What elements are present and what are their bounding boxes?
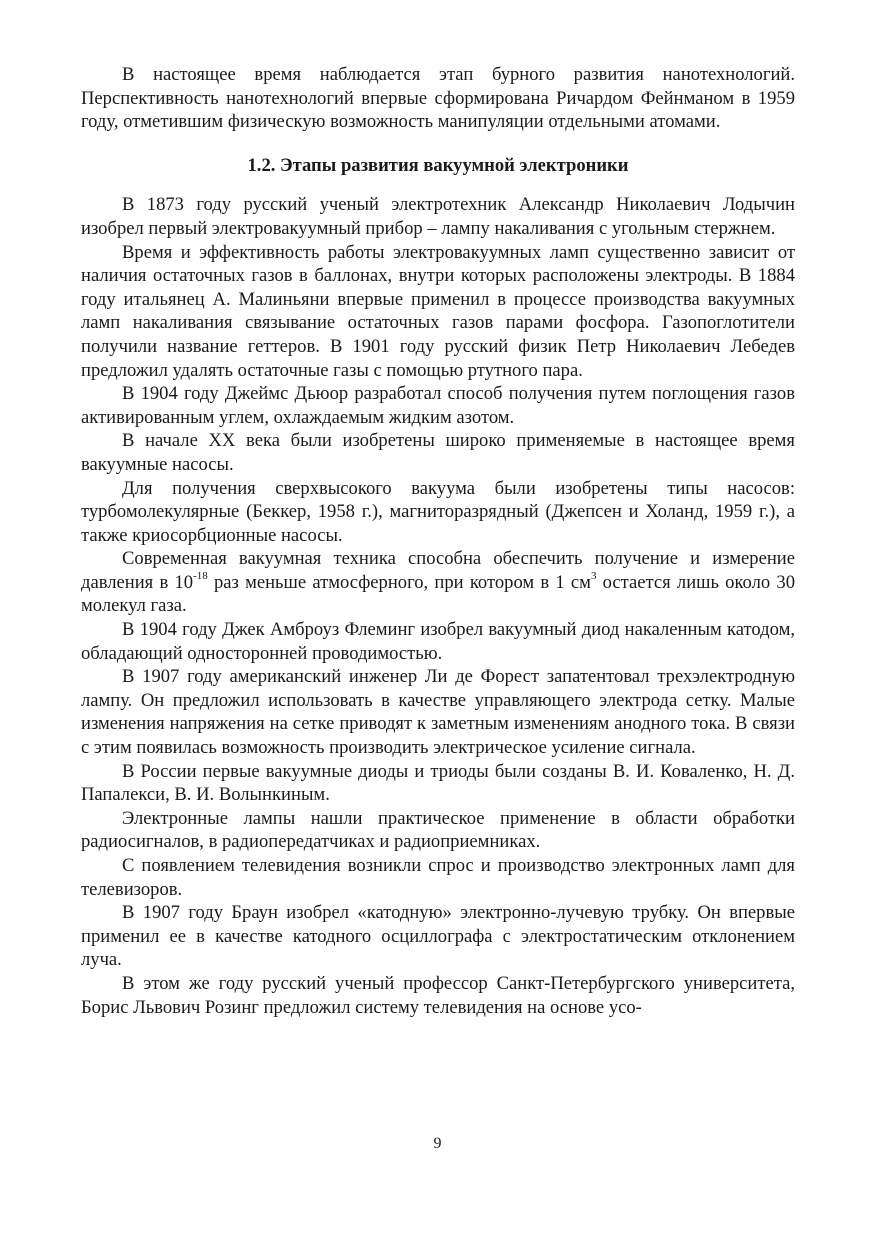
paragraph-de-forest: В 1907 году американский инженер Ли де Форест запатентовал трехэлектродную лампу. Он предложил использовать в качестве управляющего электрода сетку. Малые изменения напряжения на сетке приводят к заметным изменениям анодного тока. В связи с этим появилась возможность производить электрическое усиление сигнала. xyxy=(81,666,795,759)
paragraph-rosing: В этом же году русский ученый профессор Санкт-Петербургского университета, Борис Львович Розинг предложил систему телевидения на основе усо- xyxy=(81,972,795,1018)
paragraph-lodygin: В 1873 году русский ученый электротехник Александр Николаевич Лодычин изобрел первый электровакуумный прибор – лампу накаливания с угольным стержнем. xyxy=(81,194,795,239)
pressure-text-3: остается лишь около 30 молекул газа. xyxy=(81,571,796,617)
cubic-exponent: 3 xyxy=(590,569,597,582)
paragraph-vacuum-pumps: В начале XX века были изобретены широко применяемые в настоящее время вакуумные насосы. xyxy=(81,430,795,475)
pressure-text-2: раз меньше атмосферного, при котором в 1 см xyxy=(207,571,591,593)
paragraph-fleming: В 1904 году Джек Амброуз Флеминг изобрел вакуумный диод накаленным катодом, обладающий односторонней проводимостью. xyxy=(81,619,795,664)
pressure-exponent: -18 xyxy=(193,569,208,582)
paragraph-radio: Электронные лампы нашли практическое применение в области обработки радиосигналов, в радиопередатчиках и радиоприемниках. xyxy=(81,807,795,853)
paragraph-pressure xyxy=(81,547,795,618)
paragraph-pump-types: Для получения сверхвысокого вакуума были изобретены типы насосов: турбомолекулярные (Беккер, 1958 г.), магниторазрядный (Джепсен и Холанд, 1959 г.), а также криосорбционные насосы. xyxy=(81,477,795,546)
pressure-text-1: Современная вакуумная техника способна обеспечить получение и измерение давления в 10 xyxy=(81,548,795,593)
paragraph-braun: В 1907 году Браун изобрел «катодную» электронно-лучевую трубку. Он впервые применил ее в качестве катодного осциллографа с электростатическим отклонением луча. xyxy=(81,902,795,971)
intro-paragraph: В настоящее время наблюдается этап бурного развития нанотехнологий. Перспективность нанотехнологий впервые сформирована Ричардом Фейнманом в 1959 году, отметившим физическую возможность манипуляции отдельными атомами. xyxy=(81,64,795,133)
paragraph-dewar: В 1904 году Джеймс Дьюор разработал способ получения путем поглощения газов активированным углем, охлаждаемым жидким азотом. xyxy=(81,383,795,428)
paragraph-russia-tubes: В России первые вакуумные диоды и триоды были созданы В. И. Коваленко, Н. Д. Папалекси, В. И. Волынкиным. xyxy=(81,760,795,806)
paragraph-television: С появлением телевидения возникли спрос и производство электронных ламп для телевизоров. xyxy=(81,855,795,900)
page-number: 9 xyxy=(433,1135,442,1152)
text-column xyxy=(81,63,795,1019)
section-heading: 1.2. Этапы развития вакуумной электроники xyxy=(247,154,629,176)
paragraph-getters: Время и эффективность работы электровакуумных ламп существенно зависит от наличия остаточных газов в баллонах, внутри которых расположены электроды. В 1884 году итальянец А. Малиньяни впервые применил в процессе производства вакуумных ламп накаливания связывание остаточных газов парами фосфора. Газопоглотители получили название геттеров. В 1901 году русский физик Петр Николаевич Лебедев предложил удалять остаточные газы с помощью ртутного пара. xyxy=(81,241,795,381)
